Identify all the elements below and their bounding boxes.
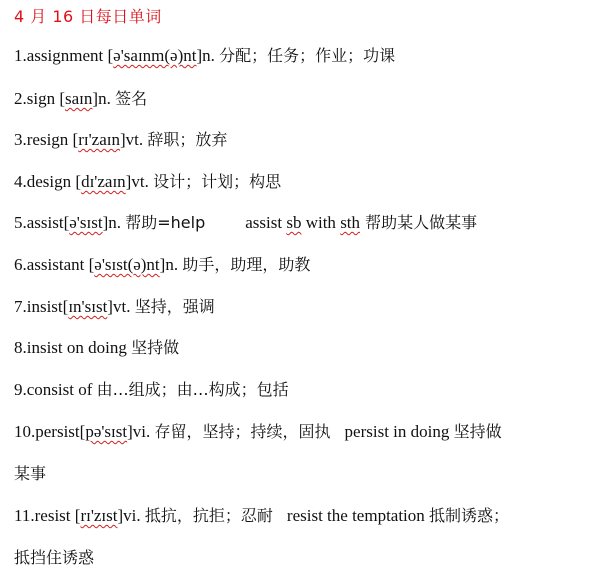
entry-number: 6. <box>14 255 27 274</box>
phonetic: dɪ'zaɪn <box>81 172 126 191</box>
part-of-speech: n. <box>202 46 220 65</box>
entry-meaning: 存留，坚持；持续，固执 <box>154 422 331 441</box>
entry-number: 8. <box>14 338 27 357</box>
entry-phrase: consist of <box>26 380 97 399</box>
phonetic: rɪ'zaɪn <box>78 130 120 149</box>
phrase: persist in doing <box>344 422 454 441</box>
entry-number: 11. <box>14 506 35 525</box>
phonetic: rɪ'zɪst <box>80 506 118 525</box>
entry-meaning: 辞职；放弃 <box>147 130 228 149</box>
list-item: 1.assignment [ə'saɪnm(ə)nt]n. 分配；任务；作业；功课 <box>14 46 396 65</box>
entry-word: persist <box>35 422 80 441</box>
entry-word: assistant <box>26 255 85 274</box>
list-item: 2.sign [saɪn]n. 签名 <box>14 89 148 108</box>
entry-meaning: 帮助=help <box>125 213 206 232</box>
phrase-meaning: 帮助某人做某事 <box>360 213 478 232</box>
phrase-meaning: 坚持做 <box>453 422 502 441</box>
entry-number: 1. <box>14 46 27 65</box>
part-of-speech: vi. <box>132 422 155 441</box>
part-of-speech: vt. <box>131 172 154 191</box>
entry-number: 3. <box>14 130 27 149</box>
entry-number: 10. <box>14 422 36 441</box>
phrase: assist <box>245 213 287 232</box>
entry-number: 9. <box>14 380 27 399</box>
entry-number: 5. <box>14 213 27 232</box>
phonetic: ə'sɪst(ə)nt <box>94 255 160 274</box>
part-of-speech: vt. <box>112 297 135 316</box>
entry-meaning: 签名 <box>115 89 148 108</box>
list-item: 6.assistant [ə'sɪst(ə)nt]n. 助手，助理，助教 <box>14 255 311 274</box>
list-item: 11.resist [rɪ'zɪst]vi. 抵抗，抗拒；忍耐 resist the temptation 抵制诱惑； <box>14 506 510 525</box>
list-item <box>14 337 179 359</box>
wrapped-text: 抵挡住诱惑 <box>14 548 95 567</box>
entry-number: 4. <box>14 172 27 191</box>
list-item: 4.design [dɪ'zaɪn]vt. 设计；计划；构思 <box>14 172 282 191</box>
entry-word: resist <box>34 506 71 525</box>
entry-phrase: insist on doing <box>26 338 132 357</box>
entry-number: 7. <box>14 297 27 316</box>
list-item-continuation <box>14 463 46 485</box>
page-title: 4 月 16 日每日单词 <box>14 7 162 26</box>
list-item: 10.persist[pə'sɪst]vi. 存留，坚持；持续，固执 persist in doing 坚持做 <box>14 422 502 441</box>
entry-word: design <box>26 172 72 191</box>
entry-meaning: 助手，助理，助教 <box>182 255 311 274</box>
phrase: resist the temptation <box>286 506 430 525</box>
entry-word: resign <box>26 130 69 149</box>
phonetic: ə'saɪnm(ə)nt <box>113 46 197 65</box>
entry-word: assist <box>26 213 64 232</box>
entry-meaning: 设计；计划；构思 <box>153 172 282 191</box>
phonetic: saɪn <box>65 89 93 108</box>
part-of-speech: n. <box>165 255 183 274</box>
list-item-continuation <box>14 547 94 569</box>
entry-meaning: 由…组成；由…构成；包括 <box>96 380 289 399</box>
entry-word: assignment <box>26 46 104 65</box>
phonetic: ə'sɪst <box>69 213 103 232</box>
list-item: 5.assist[ə'sɪst]n. 帮助=help assist sb with sth 帮助某人做某事 <box>14 213 478 232</box>
list-item: 7.insist[ɪn'sɪst]vt. 坚持，强调 <box>14 297 215 316</box>
entry-word: insist <box>26 297 63 316</box>
entry-meaning: 坚持，强调 <box>134 297 215 316</box>
phonetic: pə'sɪst <box>85 422 128 441</box>
wrapped-text: 某事 <box>14 464 47 483</box>
phrase-meaning: 抵制诱惑； <box>429 506 510 525</box>
part-of-speech: n. <box>98 89 116 108</box>
entry-number: 2. <box>14 89 27 108</box>
entry-word: sign <box>26 89 56 108</box>
list-item: 3.resign [rɪ'zaɪn]vt. 辞职；放弃 <box>14 130 228 149</box>
entry-meaning: 分配；任务；作业；功课 <box>219 46 396 65</box>
entry-meaning: 抵抗，抗拒；忍耐 <box>144 506 273 525</box>
phonetic: ɪn'sɪst <box>68 297 108 316</box>
part-of-speech: vt. <box>125 130 148 149</box>
list-item <box>14 379 289 401</box>
part-of-speech: n. <box>108 213 126 232</box>
part-of-speech: vi. <box>123 506 145 525</box>
entry-meaning: 坚持做 <box>131 338 180 357</box>
